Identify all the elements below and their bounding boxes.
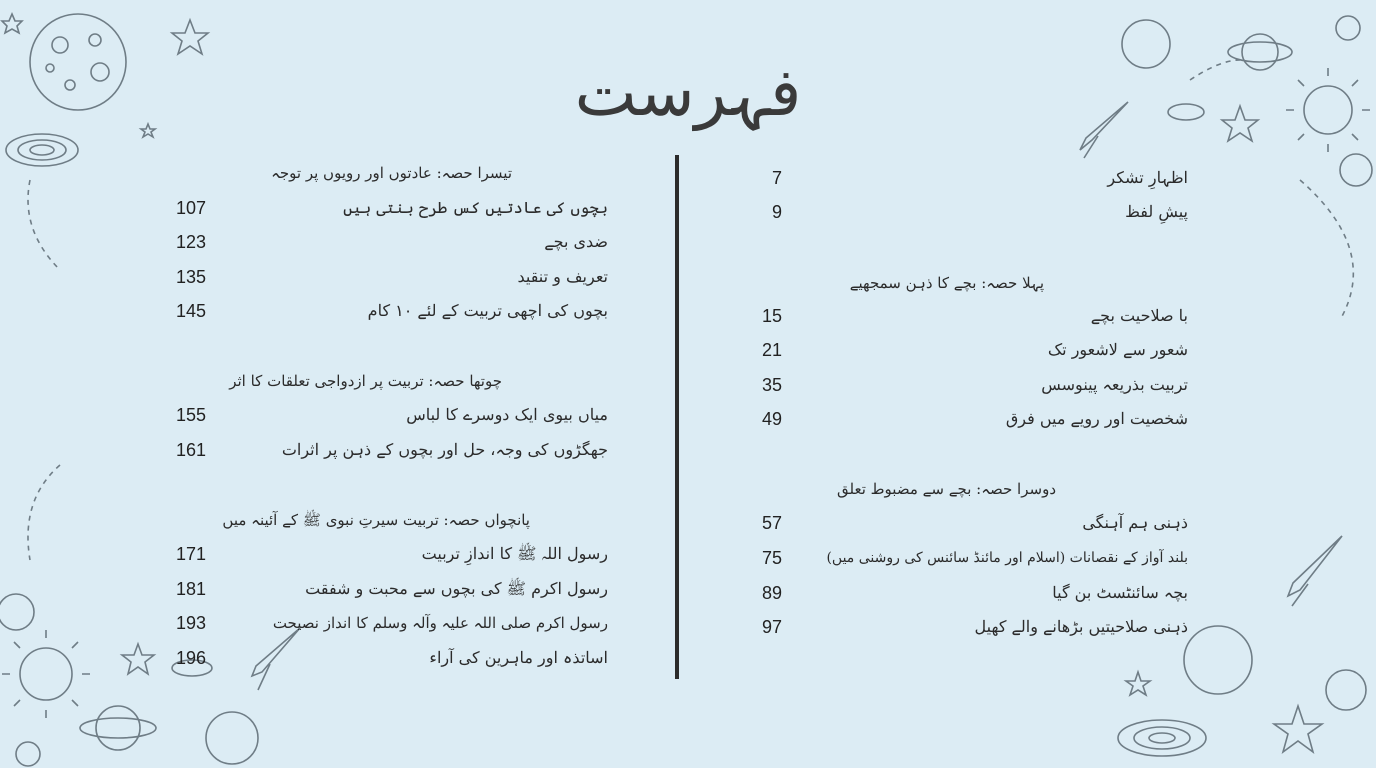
toc-entry-page: 155 [176,405,207,425]
section-heading: دوسرا حصہ: بچے سے مضبوط تعلق [837,480,1056,498]
dashed-orbit [28,180,60,270]
toc-entry-title: بچوں کی اچھی تربیت کے لئے ۱۰ کام [367,301,608,320]
star-icon [2,14,22,33]
toc-entry[interactable] [762,541,1188,575]
toc-entry[interactable] [176,606,608,640]
galaxy-icon [1118,720,1206,756]
dashed-orbit [1300,180,1353,320]
rocket-icon [1288,536,1342,606]
toc-entry-title: رسول اکرم صلی اللہ علیہ وآلہ وسلم کا انداز نصیحت [272,614,608,632]
section-heading: چوتھا حصہ: تربیت پر ازدواجی تعلقات کا اثر [229,372,502,390]
moon-icon [16,742,40,766]
toc-entry-page: 9 [772,202,783,222]
toc-entry-title: جھگڑوں کی وجہ، حل اور بچوں کے ذہن پر اثرات [281,440,608,459]
toc-entry-page: 196 [176,648,207,668]
toc-entry[interactable] [762,299,1188,333]
toc-entry-page: 57 [762,513,783,533]
toc-entry-page: 7 [772,168,783,188]
column-divider [675,155,679,679]
toc-entry-title: رسول اللہ ﷺ کا اندازِ تربیت [421,544,608,563]
toc-entry[interactable] [762,368,1188,402]
toc-entry[interactable] [770,161,1188,195]
planet-icon [206,712,258,764]
toc-entry-title: شخصیت اور رویے میں فرق [1005,409,1188,428]
toc-entry-title: بچہ سائنٹسٹ بن گیا [1052,583,1188,602]
toc-entry[interactable] [770,195,1188,229]
sun-icon [2,630,90,718]
toc-entry[interactable] [176,294,608,328]
toc-entry[interactable] [176,433,608,467]
saturn-icon [80,706,156,750]
toc-entry-page: 15 [762,306,783,326]
toc-entry-page: 97 [762,617,783,637]
toc-entry-title: اظہارِ تشکر [1107,168,1188,187]
toc-entry-page: 161 [176,440,207,460]
toc-entry-title: ذہنی ہم آہنگی [1082,513,1188,532]
star-icon [122,644,154,674]
toc-entry-title: تربیت بذریعہ پینوسس [1041,375,1188,394]
toc-entry-title: پیشِ لفظ [1125,202,1188,221]
moon-icon [1326,670,1366,710]
planet-icon [0,594,34,630]
section-heading: تیسرا حصہ: عادتوں اور رویوں پر توجہ [271,164,512,182]
toc-entry[interactable] [176,537,608,571]
section-heading: پانچواں حصہ: تربیت سیرتِ نبوی ﷺ کے آئینہ میں [222,511,530,529]
star-icon [1274,706,1322,752]
toc-entry-page: 21 [762,340,783,360]
toc-entry[interactable] [762,576,1188,610]
toc-entry-page: 49 [762,409,783,429]
toc-entry-page: 171 [176,544,207,564]
toc-entry-title: با صلاحیت بچے [1090,306,1188,325]
toc-entry-page: 181 [176,579,207,599]
toc-entry-title: رسول اکرم ﷺ کی بچوں سے محبت و شفقت [305,579,608,598]
toc-entry[interactable] [762,610,1188,644]
toc-entry[interactable] [176,641,608,675]
toc-entry[interactable] [762,402,1188,436]
toc-entry[interactable] [176,225,608,259]
toc-entry-page: 123 [176,232,207,252]
moon-icon [1336,16,1360,40]
toc-entry-page: 89 [762,583,783,603]
toc-entry[interactable] [176,572,608,606]
page-title: فہرست [574,54,802,131]
moon-icon [1340,154,1372,186]
toc-entry-title: ذہنی صلاحیتیں بڑھانے والے کھیل [974,617,1188,636]
toc-entry-page: 193 [176,613,207,633]
planet-icon [1184,626,1252,694]
toc-entry[interactable] [176,191,608,225]
galaxy-icon [6,134,78,166]
toc-entry[interactable] [762,506,1188,540]
toc-entry-page: 107 [176,198,207,218]
toc-entry-title: بچوں کی عادتیں کس طرح بنتی ہیں [343,198,608,217]
toc-entry-title: تعریف و تنقید [517,267,608,286]
toc-entry-title: اساتذہ اور ماہرین کی آراء [429,648,608,667]
toc-entry-title: ضدی بچے [544,232,608,251]
toc-entry-page: 35 [762,375,783,395]
toc-entry[interactable] [176,260,608,294]
toc-entry[interactable] [762,333,1188,367]
toc-entry-page: 135 [176,267,207,287]
toc-entry[interactable] [176,398,608,432]
toc-entry-page: 145 [176,301,207,321]
star-icon [1126,672,1150,695]
toc-entry-page: 75 [762,548,783,568]
dashed-orbit [28,465,60,560]
section-heading: پہلا حصہ: بچے کا ذہن سمجھیے [849,274,1044,292]
toc-entry-title: شعور سے لاشعور تک [1047,340,1188,359]
toc-entry-title: بلند آواز کے نقصانات (اسلام اور مائنڈ سائنس کی روشنی میں) [826,550,1188,566]
toc-entry-title: میاں بیوی ایک دوسرے کا لباس [406,405,608,424]
